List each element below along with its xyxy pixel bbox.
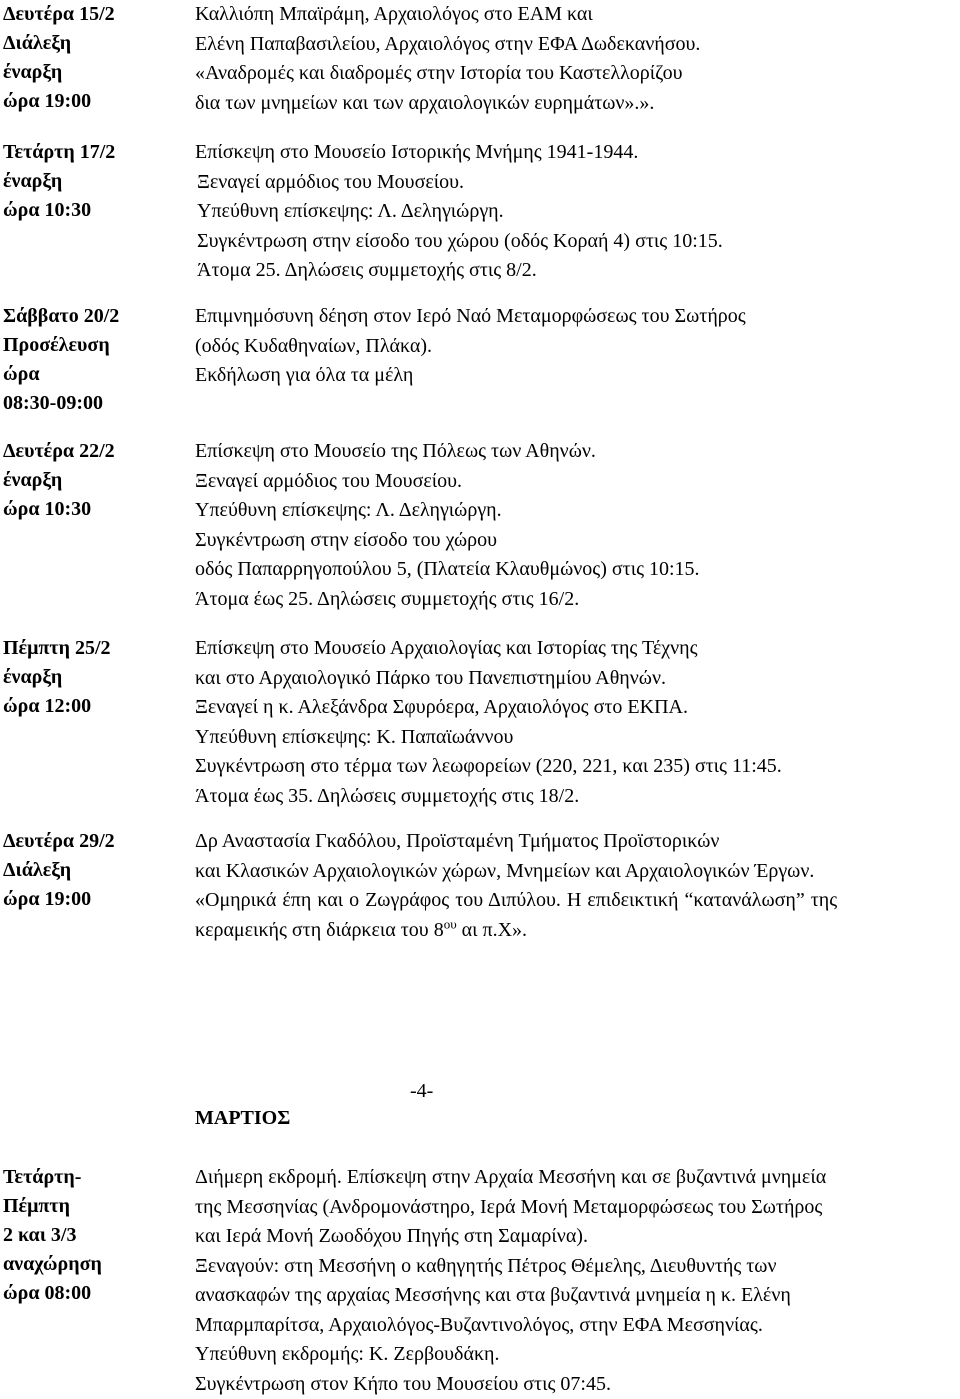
event-text-line: Υπεύθυνη επίσκεψης: Κ. Παπαϊωάννου xyxy=(195,723,957,753)
event-text-line: της Μεσσηνίας (Ανδρομονάστηρο, Ιερά Μονή Μεταμορφώσεως του Σωτήρος xyxy=(195,1193,957,1223)
event-date-line: ώρα 10:30 xyxy=(3,196,188,225)
event-description xyxy=(195,437,957,614)
event-text-line: οδός Παπαρρηγοπούλου 5, (Πλατεία Κλαυθμώνος) στις 10:15. xyxy=(195,555,957,585)
event-date-line: Δευτέρα 29/2 xyxy=(3,827,188,856)
event-description xyxy=(195,1163,957,1399)
event-date-line: Διάλεξη xyxy=(3,856,188,885)
event-date-block xyxy=(3,302,188,418)
event-text-line: Υπεύθυνη επίσκεψης: Λ. Δεληγιώργη. xyxy=(195,197,957,227)
event-description xyxy=(195,138,957,286)
event-text-line: Επίσκεψη στο Μουσείο της Πόλεως των Αθηνών. xyxy=(195,437,957,467)
event-date-line: Σάββατο 20/2 xyxy=(3,302,188,331)
event-date-line: αναχώρηση xyxy=(3,1250,188,1279)
event-text-line: Άτομα έως 35. Δηλώσεις συμμετοχής στις 18/2. xyxy=(195,782,957,812)
event-text-line: Υπεύθυνη επίσκεψης: Λ. Δεληγιώργη. xyxy=(195,496,957,526)
ordinal-superscript: ου xyxy=(444,916,457,931)
event-text-line: Ξεναγεί αρμόδιος του Μουσείου. xyxy=(195,467,957,497)
event-date-line: ώρα 19:00 xyxy=(3,87,188,116)
event-text-fragment: κεραμεικής στη διάρκεια του 8 xyxy=(195,919,444,941)
event-text-line: Επίσκεψη στο Μουσείο Αρχαιολογίας και Ιστορίας της Τέχνης xyxy=(195,634,957,664)
event-text-line xyxy=(195,916,957,946)
page-number: -4- xyxy=(410,1080,433,1103)
event-text-line: Ξεναγεί αρμόδιος του Μουσείου. xyxy=(195,168,957,198)
event-date-line: 2 και 3/3 xyxy=(3,1221,188,1250)
event-text-line: Συγκέντρωση στην είσοδο του χώρου xyxy=(195,526,957,556)
event-text-line: Συγκέντρωση στην είσοδο του χώρου (οδός Κοραή 4) στις 10:15. xyxy=(195,227,957,257)
event-text-line: και Ιερά Μονή Ζωοδόχου Πηγής στη Σαμαρίνα). xyxy=(195,1222,957,1252)
event-date-block xyxy=(3,138,188,225)
event-description xyxy=(195,302,957,391)
event-date-line: ώρα 19:00 xyxy=(3,885,188,914)
event-text-line: δια των μνημείων και των αρχαιολογικών ευρημάτων».». xyxy=(195,89,957,119)
event-date-line: Τετάρτη 17/2 xyxy=(3,138,188,167)
event-text-line: Μπαρμπαρίτσα, Αρχαιολόγος-Βυζαντινολόγος, στην ΕΦΑ Μεσσηνίας. xyxy=(195,1311,957,1341)
event-text-line: Ξεναγεί η κ. Αλεξάνδρα Σφυρόερα, Αρχαιολόγος στο ΕΚΠΑ. xyxy=(195,693,957,723)
event-description xyxy=(195,0,957,118)
event-text-line: ανασκαφών της αρχαίας Μεσσήνης και στα βυζαντινά μνημεία η κ. Ελένη xyxy=(195,1281,957,1311)
month-heading: ΜΑΡΤΙΟΣ xyxy=(195,1107,290,1130)
event-date-block xyxy=(3,0,188,116)
event-date-line: έναρξη xyxy=(3,663,188,692)
event-text-line: Δρ Αναστασία Γκαδόλου, Προϊσταμένη Τμήματος Προϊστορικών xyxy=(195,827,957,857)
event-date-line: Τετάρτη- xyxy=(3,1163,188,1192)
event-date-block xyxy=(3,634,188,721)
event-text-line: (οδός Κυδαθηναίων, Πλάκα). xyxy=(195,332,957,362)
event-date-block xyxy=(3,1163,188,1308)
event-date-line: ώρα 08:00 xyxy=(3,1279,188,1308)
event-text-line: Άτομα 25. Δηλώσεις συμμετοχής στις 8/2. xyxy=(195,256,957,286)
event-description xyxy=(195,634,957,811)
event-date-line: Διάλεξη xyxy=(3,29,188,58)
event-date-line: έναρξη xyxy=(3,167,188,196)
event-date-line: Πέμπτη xyxy=(3,1192,188,1221)
event-text-line: Επίσκεψη στο Μουσείο Ιστορικής Μνήμης 1941-1944. xyxy=(195,138,957,168)
event-description xyxy=(195,827,957,945)
event-text-line: Ελένη Παπαβασιλείου, Αρχαιολόγος στην ΕΦΑ Δωδεκανήσου. xyxy=(195,30,957,60)
event-date-line: Δευτέρα 15/2 xyxy=(3,0,188,29)
event-date-block xyxy=(3,827,188,914)
event-text-line: Συγκέντρωση στον Κήπο του Μουσείου στις 07:45. xyxy=(195,1370,957,1399)
event-text-line: Συγκέντρωση στο τέρμα των λεωφορείων (220, 221, και 235) στις 11:45. xyxy=(195,752,957,782)
event-text-line: Άτομα έως 25. Δηλώσεις συμμετοχής στις 16/2. xyxy=(195,585,957,615)
event-date-line: Προσέλευση xyxy=(3,331,188,360)
event-date-line: Πέμπτη 25/2 xyxy=(3,634,188,663)
event-date-line: ώρα xyxy=(3,360,188,389)
event-date-line: Δευτέρα 22/2 xyxy=(3,437,188,466)
event-text-line: Υπεύθυνη εκδρομής: Κ. Ζερβουδάκη. xyxy=(195,1340,957,1370)
event-text-line: και Κλασικών Αρχαιολογικών χώρων, Μνημείων και Αρχαιολογικών Έργων. xyxy=(195,857,957,887)
event-date-line: ώρα 10:30 xyxy=(3,495,188,524)
event-text-line: Ξεναγούν: στη Μεσσήνη ο καθηγητής Πέτρος Θέμελης, Διευθυντής των xyxy=(195,1252,957,1282)
event-text-line: Επιμνημόσυνη δέηση στον Ιερό Ναό Μεταμορφώσεως του Σωτήρος xyxy=(195,302,957,332)
event-text-line: «Αναδρομές και διαδρομές στην Ιστορία του Καστελλορίζου xyxy=(195,59,957,89)
event-date-block xyxy=(3,437,188,524)
event-text-line: Διήμερη εκδρομή. Επίσκεψη στην Αρχαία Μεσσήνη και σε βυζαντινά μνημεία xyxy=(195,1163,957,1193)
event-text-fragment: αι π.Χ». xyxy=(457,919,527,941)
event-date-line: ώρα 12:00 xyxy=(3,692,188,721)
event-text-line: και στο Αρχαιολογικό Πάρκο του Πανεπιστημίου Αθηνών. xyxy=(195,664,957,694)
event-date-line: έναρξη xyxy=(3,58,188,87)
event-date-line: 08:30-09:00 xyxy=(3,389,188,418)
event-text-line: Καλλιόπη Μπαϊράμη, Αρχαιολόγος στο ΕΑΜ και xyxy=(195,0,957,30)
event-date-line: έναρξη xyxy=(3,466,188,495)
event-text-line: «Ομηρικά έπη και ο Ζωγράφος του Διπύλου. Η επιδεικτική “κατανάλωση” της xyxy=(195,886,957,916)
event-text-line: Εκδήλωση για όλα τα μέλη xyxy=(195,361,957,391)
